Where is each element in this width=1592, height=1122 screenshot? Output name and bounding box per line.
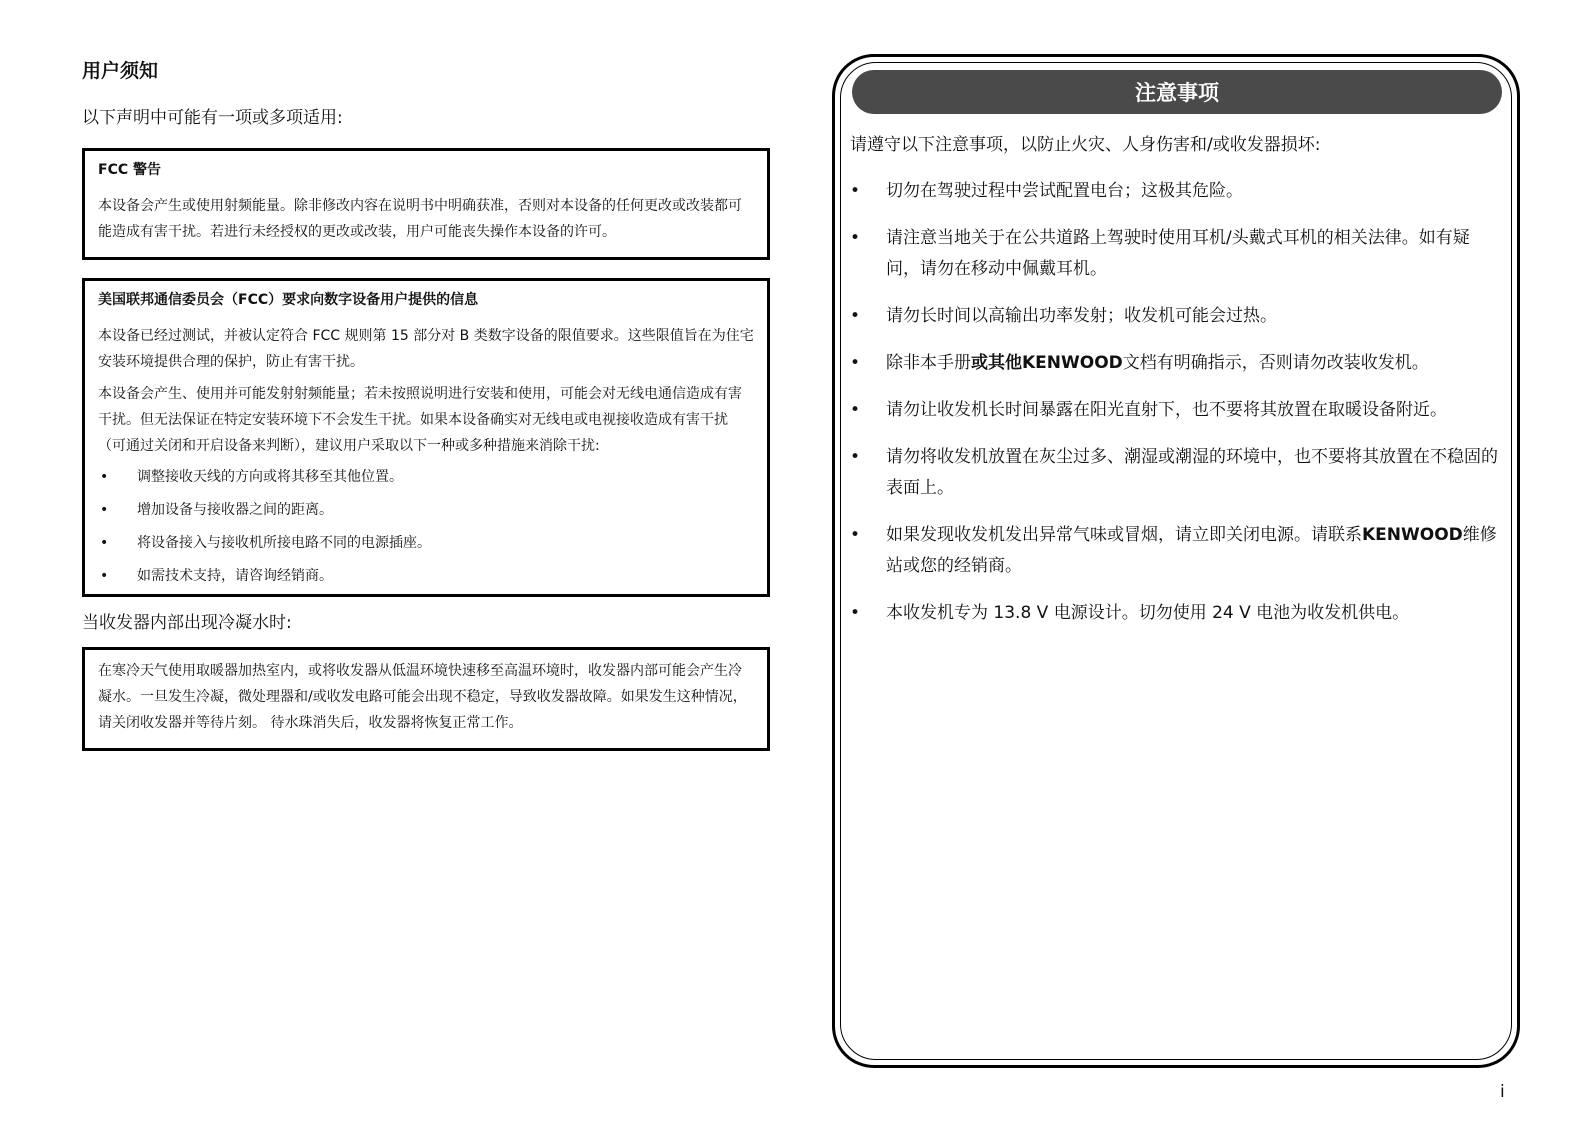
- condensation-label: 当收发器内部出现冷凝水时:: [82, 613, 292, 633]
- digital-device-info-box: [82, 278, 770, 597]
- precautions-header: 注意事项: [852, 70, 1502, 114]
- list-item: • 请勿长时间以高输出功率发射；收发机可能会过热。: [850, 301, 1500, 332]
- digital-device-info-title: 美国联邦通信委员会（FCC）要求向数字设备用户提供的信息: [98, 292, 479, 308]
- condensation-box: [82, 647, 770, 751]
- list-item: • 请勿让收发机长时间暴露在阳光直射下，也不要将其放置在取暖设备附近。: [850, 395, 1500, 426]
- bullet-icon: •: [100, 535, 109, 551]
- fcc-warning-box: [82, 148, 770, 260]
- condensation-text: 在寒冷天气使用取暖器加热室内，或将收发器从低温环境快速移至高温环境时，收发器内部可能会产生冷凝水。一旦发生冷凝，微处理器和/或收发电路可能会出现不稳定，导致收发器故障。如果发生这种情况，请关闭收发器并等待片刻。 待水珠消失后，收发器将恢复正常工作。: [98, 663, 747, 731]
- list-item: • 本收发机专为 13.8 V 电源设计。切勿使用 24 V 电池为收发机供电。: [850, 598, 1500, 629]
- bullet-icon: •: [850, 306, 861, 326]
- bullet-icon: •: [850, 353, 861, 373]
- list-item: • 除非本手册或其他KENWOOD文档有明确指示，否则请勿改装收发机。: [850, 348, 1500, 379]
- page-title: 用户须知: [82, 60, 159, 82]
- bullet-icon: •: [100, 568, 109, 584]
- bullet-icon: •: [850, 400, 861, 420]
- page-number: i: [1500, 1082, 1505, 1102]
- precautions-intro: 请遵守以下注意事项，以防止火灾、人身伤害和/或收发器损坏:: [850, 135, 1321, 155]
- digital-device-para-1: 本设备已经过测试，并被认定符合 FCC 规则第 15 部分对 B 类数字设备的限值要求。这些限值旨在为住宅安装环境提供合理的保护，防止有害干扰。: [98, 328, 754, 370]
- bullet-icon: •: [850, 603, 861, 623]
- user-notice-column: [82, 58, 770, 769]
- list-item: • 切勿在驾驶过程中尝试配置电台；这极其危险。: [850, 176, 1500, 207]
- fcc-warning-title: FCC 警告: [98, 162, 161, 178]
- list-item: • 如果发现收发机发出异常气味或冒烟，请立即关闭电源。请联系KENWOOD维修站或您的经销商。: [850, 520, 1500, 582]
- bullet-icon: •: [850, 525, 861, 545]
- list-item: • 增加设备与接收器之间的距离。: [98, 498, 755, 522]
- digital-device-para-2: 本设备会产生、使用并可能发射射频能量；若未按照说明进行安装和使用，可能会对无线电通信造成有害干扰。但无法保证在特定安装环境下不会发生干扰。如果本设备确实对无线电或电视接收造成有害干扰（可通过关闭和开启设备来判断），建议用户采取以下一种或多种措施来消除干扰:: [98, 386, 742, 454]
- precautions-list: [850, 176, 1500, 629]
- list-item: • 将设备接入与接收机所接电路不同的电源插座。: [98, 531, 755, 555]
- bullet-icon: •: [850, 228, 861, 248]
- list-item: • 请勿将收发机放置在灰尘过多、潮湿或潮湿的环境中，也不要将其放置在不稳固的表面上。: [850, 442, 1500, 504]
- bullet-icon: •: [100, 502, 109, 518]
- interference-measures-list: [98, 465, 755, 588]
- list-item: • 请注意当地关于在公共道路上驾驶时使用耳机/头戴式耳机的相关法律。如有疑问，请勿在移动中佩戴耳机。: [850, 223, 1500, 285]
- bullet-icon: •: [100, 469, 109, 485]
- list-item: • 调整接收天线的方向或将其移至其他位置。: [98, 465, 755, 489]
- fcc-warning-text: 本设备会产生或使用射频能量。除非修改内容在说明书中明确获准，否则对本设备的任何更改或改装都可能造成有害干扰。若进行未经授权的更改或改装，用户可能丧失操作本设备的许可。: [98, 198, 742, 240]
- bullet-icon: •: [850, 181, 861, 201]
- list-item: • 如需技术支持，请咨询经销商。: [98, 564, 755, 588]
- notice-intro: 以下声明中可能有一项或多项适用:: [82, 108, 343, 128]
- bullet-icon: •: [850, 447, 861, 467]
- precautions-content: [850, 132, 1500, 645]
